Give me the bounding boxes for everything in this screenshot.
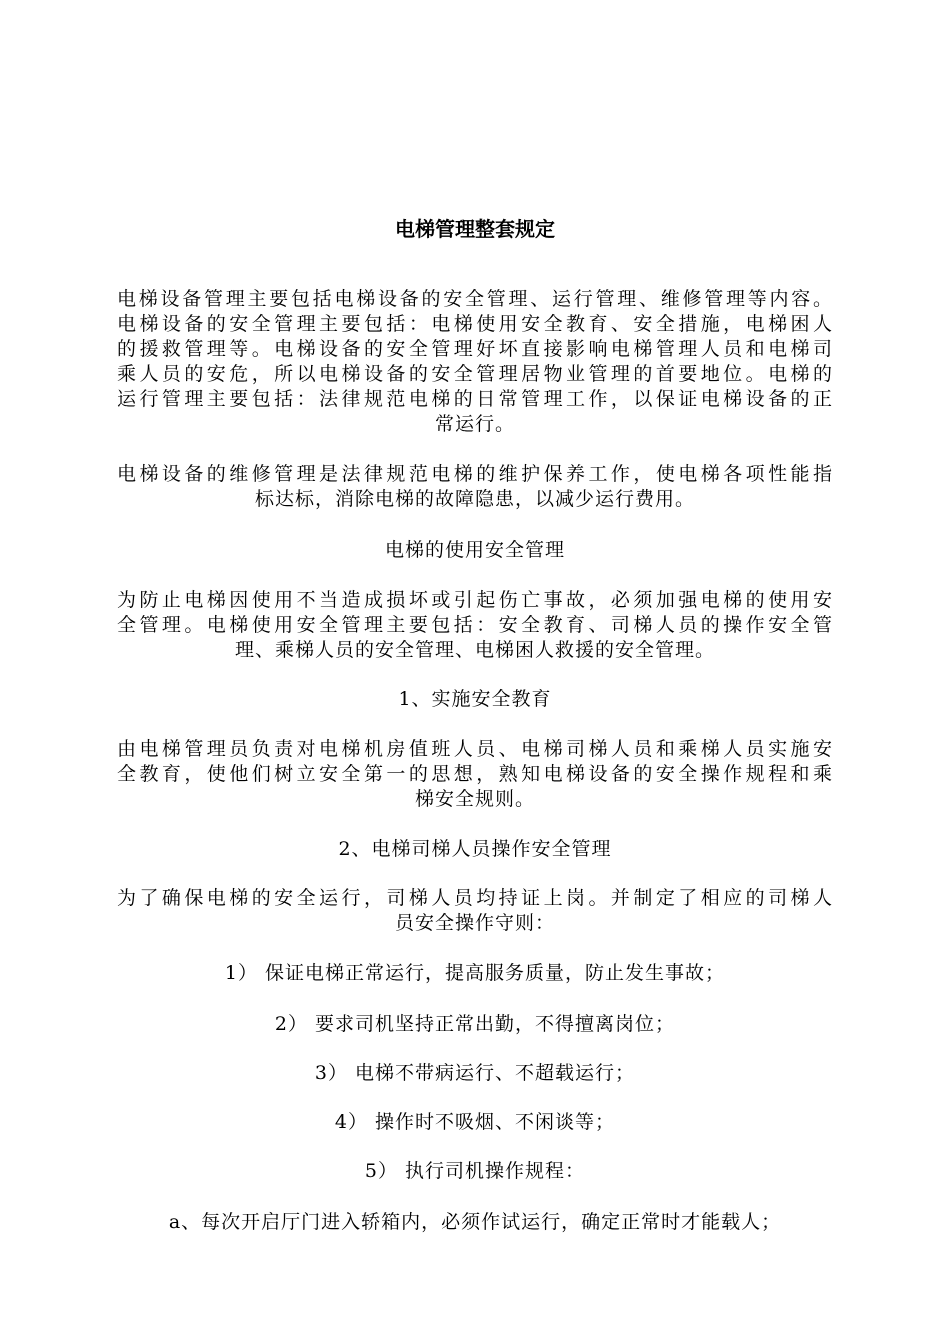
maintenance-line-1: 电梯设备的维修管理是法律规范电梯的维护保养工作，使电梯各项性能指 [117,463,833,485]
safety-intro-line-3: 理、乘梯人员的安全管理、电梯困人救援的安全管理。 [234,639,715,661]
rule-3: 3） 电梯不带病运行、不超载运行； [314,1062,636,1084]
intro-line-3: 的援救管理等。电梯设备的安全管理好坏直接影响电梯管理人员和电梯司 [117,338,833,360]
section1-line-1: 由电梯管理员负责对电梯机房值班人员、电梯司梯人员和乘梯人员实施安 [117,738,833,760]
intro-line-2: 电梯设备的安全管理主要包括：电梯使用安全教育、安全措施，电梯困人 [117,313,833,335]
rule-2: 2） 要求司机坚持正常出勤，不得擅离岗位； [274,1013,676,1035]
safety-intro-paragraph [117,588,833,663]
intro-line-4: 乘人员的安危，所以电梯设备的安全管理居物业管理的首要地位。电梯的 [117,363,833,385]
intro-paragraph [117,287,833,437]
section2-line-1: 为了确保电梯的安全运行，司梯人员均持证上岗。并制定了相应的司梯人 [117,887,833,909]
intro-line-5: 运行管理主要包括：法律规范电梯的日常管理工作，以保证电梯设备的正 [117,388,833,410]
document-title: 电梯管理整套规定 [395,217,555,241]
rule-1: 1） 保证电梯正常运行，提高服务质量，防止发生事故； [224,962,726,984]
maintenance-paragraph [117,462,833,512]
section2-heading: 2、电梯司梯人员操作安全管理 [338,838,612,860]
section1-line-3: 梯安全规则。 [414,788,535,810]
rule-5: 5） 执行司机操作规程： [364,1160,586,1182]
sub-rule-a: a、每次开启厅门进入轿箱内，必须作试运行，确定正常时才能载人； [168,1211,782,1233]
section1-heading: 1、实施安全教育 [398,688,552,710]
safety-heading: 电梯的使用安全管理 [384,539,565,561]
section1-line-2: 全教育，使他们树立安全第一的思想，熟知电梯设备的安全操作规程和乘 [117,763,833,785]
safety-intro-line-1: 为防止电梯因使用不当造成损坏或引起伤亡事故，必须加强电梯的使用安 [117,589,833,611]
safety-intro-line-2: 全管理。电梯使用安全管理主要包括：安全教育、司梯人员的操作安全管 [117,614,833,636]
intro-line-1: 电梯设备管理主要包括电梯设备的安全管理、运行管理、维修管理等内容。 [117,288,833,310]
section1-paragraph [117,737,833,812]
section2-line-2: 员安全操作守则： [394,912,555,934]
intro-line-6: 常运行。 [434,413,515,435]
maintenance-line-2: 标达标，消除电梯的故障隐患，以减少运行费用。 [254,488,695,510]
rule-4: 4） 操作时不吸烟、不闲谈等； [334,1111,616,1133]
section2-paragraph [117,886,833,936]
